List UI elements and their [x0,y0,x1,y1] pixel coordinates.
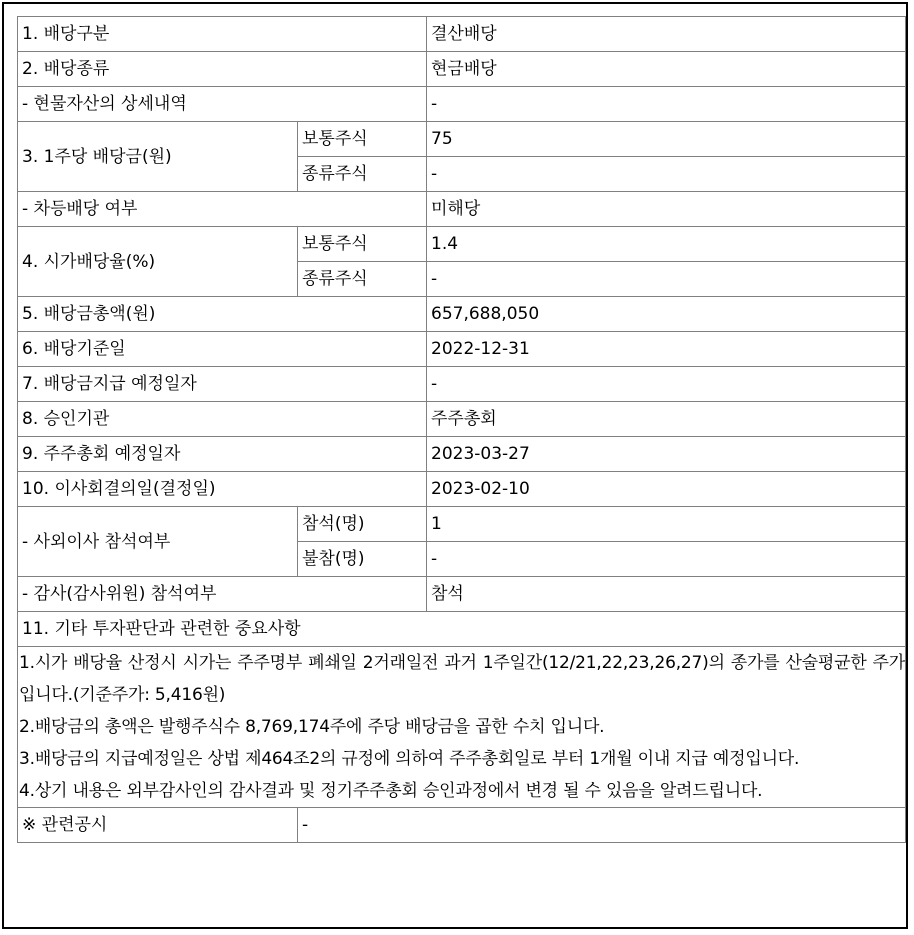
value-yield-preferred: - [427,262,906,297]
label-in-kind-detail: - 현물자산의 상세내역 [18,87,427,122]
value-attend-count: 1 [427,507,906,542]
note-3: 3.배당금의 지급예정일은 상법 제464조2의 규정에 의하여 주주총회일로 부터 1개월 이내 지급 예정입니다. [19,749,800,769]
row-payment-date [18,367,906,402]
value-yield-common: 1.4 [427,227,906,262]
value-in-kind-detail: - [427,87,906,122]
label-dividend-per-share: 3. 1주당 배당금(원) [18,122,298,192]
value-dps-common: 75 [427,122,906,157]
label-outside-directors: - 사외이사 참석여부 [18,507,298,577]
label-yield-preferred: 종류주식 [298,262,427,297]
row-in-kind-detail [18,87,906,122]
value-dps-preferred: - [427,157,906,192]
label-absent-count: 불참(명) [298,542,427,577]
label-yield-common: 보통주식 [298,227,427,262]
row-record-date [18,332,906,367]
value-differential-dividend: 미해당 [427,192,906,227]
row-approval-body [18,402,906,437]
label-dividend-yield: 4. 시가배당율(%) [18,227,298,297]
row-related-disclosure [18,808,906,843]
row-dividend-type [18,52,906,87]
row-agm-date [18,437,906,472]
row-other-matters-header [18,612,906,647]
value-dividend-category: 결산배당 [427,17,906,52]
value-board-resolution-date: 2023-02-10 [427,472,906,507]
value-related-disclosure: - [298,808,906,843]
other-matters-notes [18,647,906,808]
label-dividend-category: 1. 배당구분 [18,17,427,52]
note-4: 4.상기 내용은 외부감사인의 감사결과 및 정기주주총회 승인과정에서 변경 될 수 있음을 알려드립니다. [19,781,763,801]
label-other-matters: 11. 기타 투자판단과 관련한 중요사항 [18,612,906,647]
label-approval-body: 8. 승인기관 [18,402,427,437]
label-board-resolution-date: 10. 이사회결의일(결정일) [18,472,427,507]
note-2: 2.배당금의 총액은 발행주식수 8,769,174주에 주당 배당금을 곱한 수치 입니다. [19,717,605,737]
value-agm-date: 2023-03-27 [427,437,906,472]
label-related-disclosure: ※ 관련공시 [18,808,298,843]
value-record-date: 2022-12-31 [427,332,906,367]
row-differential-dividend [18,192,906,227]
value-payment-date: - [427,367,906,402]
row-dividend-category [18,17,906,52]
dividend-decision-table [17,16,906,843]
label-record-date: 6. 배당기준일 [18,332,427,367]
label-auditor-attendance: - 감사(감사위원) 참석여부 [18,577,427,612]
label-attend-count: 참석(명) [298,507,427,542]
label-agm-date: 9. 주주총회 예정일자 [18,437,427,472]
label-payment-date: 7. 배당금지급 예정일자 [18,367,427,402]
row-dps-common [18,122,906,157]
row-total-dividend [18,297,906,332]
row-yield-common [18,227,906,262]
value-total-dividend: 657,688,050 [427,297,906,332]
note-1: 1.시가 배당율 산정시 시가는 주주명부 폐쇄일 2거래일전 과거 1주일간(12/21,22,23,26,27)의 종가를 산술평균한 주가입니다.(기준주가: 5,416원) [19,653,905,705]
label-dps-common: 보통주식 [298,122,427,157]
value-absent-count: - [427,542,906,577]
value-auditor-attendance: 참석 [427,577,906,612]
value-dividend-type: 현금배당 [427,52,906,87]
row-other-matters-notes [18,647,906,808]
label-dps-preferred: 종류주식 [298,157,427,192]
label-differential-dividend: - 차등배당 여부 [18,192,427,227]
row-board-resolution-date [18,472,906,507]
label-total-dividend: 5. 배당금총액(원) [18,297,427,332]
row-auditor-attendance [18,577,906,612]
row-outside-directors-attend [18,507,906,542]
label-dividend-type: 2. 배당종류 [18,52,427,87]
value-approval-body: 주주총회 [427,402,906,437]
